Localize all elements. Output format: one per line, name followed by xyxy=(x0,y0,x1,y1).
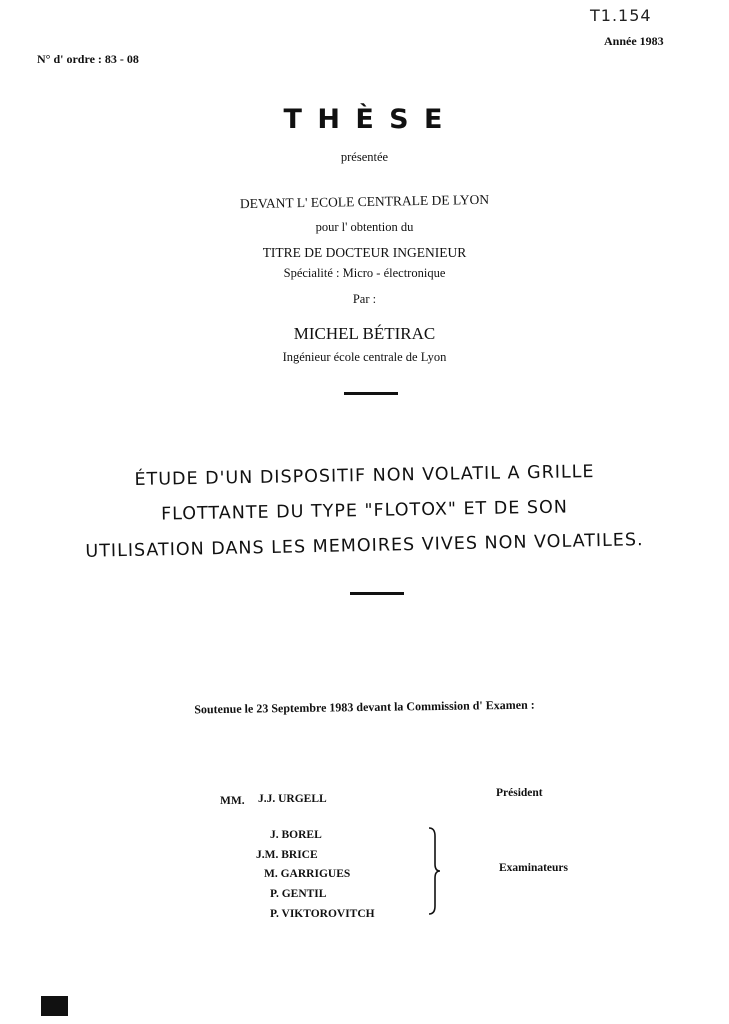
author-qualification: Ingénieur école centrale de Lyon xyxy=(282,350,447,364)
divider-rule-bottom xyxy=(350,592,404,595)
examiner-name: P. VIKTOROVITCH xyxy=(270,908,375,920)
institution-line: DEVANT L' ECOLE CENTRALE DE LYON xyxy=(239,191,490,212)
thesis-title-line-2: FLOTTANTE DU TYPE "FLOTOX" ET DE SON xyxy=(160,497,569,525)
degree-line: TITRE DE DOCTEUR INGENIEUR xyxy=(262,245,467,260)
defense-statement: Soutenue le 23 Septembre 1983 devant la Commission d' Examen : xyxy=(194,697,535,717)
committee-prefix: MM. xyxy=(220,795,245,807)
thesis-heading: T H È S E xyxy=(283,104,446,135)
president-role: Président xyxy=(496,787,543,799)
specialty-line: Spécialité : Micro - électronique xyxy=(283,266,446,280)
purpose-line: pour l' obtention du xyxy=(315,220,414,234)
order-number: N° d' ordre : 83 - 08 xyxy=(37,52,139,66)
thesis-title-line-1: ÉTUDE D'UN DISPOSITIF NON VOLATIL A GRILLE xyxy=(134,461,595,491)
year-label: Année 1983 xyxy=(604,34,664,48)
examiner-name: J. BOREL xyxy=(270,829,322,841)
divider-rule-top xyxy=(344,392,398,395)
examiner-name: P. GENTIL xyxy=(270,888,327,900)
thesis-title-line-3: UTILISATION DANS LES MEMOIRES VIVES NON VOLATILES. xyxy=(85,530,644,562)
by-label: Par : xyxy=(352,292,377,306)
examiner-name: M. GARRIGUES xyxy=(264,868,351,880)
author-name: MICHEL BÉTIRAC xyxy=(293,324,436,343)
examiners-role: Examinateurs xyxy=(499,862,568,874)
presented-label: présentée xyxy=(340,150,389,164)
scan-mark xyxy=(41,996,68,1016)
handwritten-reference: T1.154 xyxy=(590,6,652,25)
examiner-name: J.M. BRICE xyxy=(256,849,318,861)
brace-icon xyxy=(425,826,443,916)
president-name: J.J. URGELL xyxy=(258,793,327,805)
